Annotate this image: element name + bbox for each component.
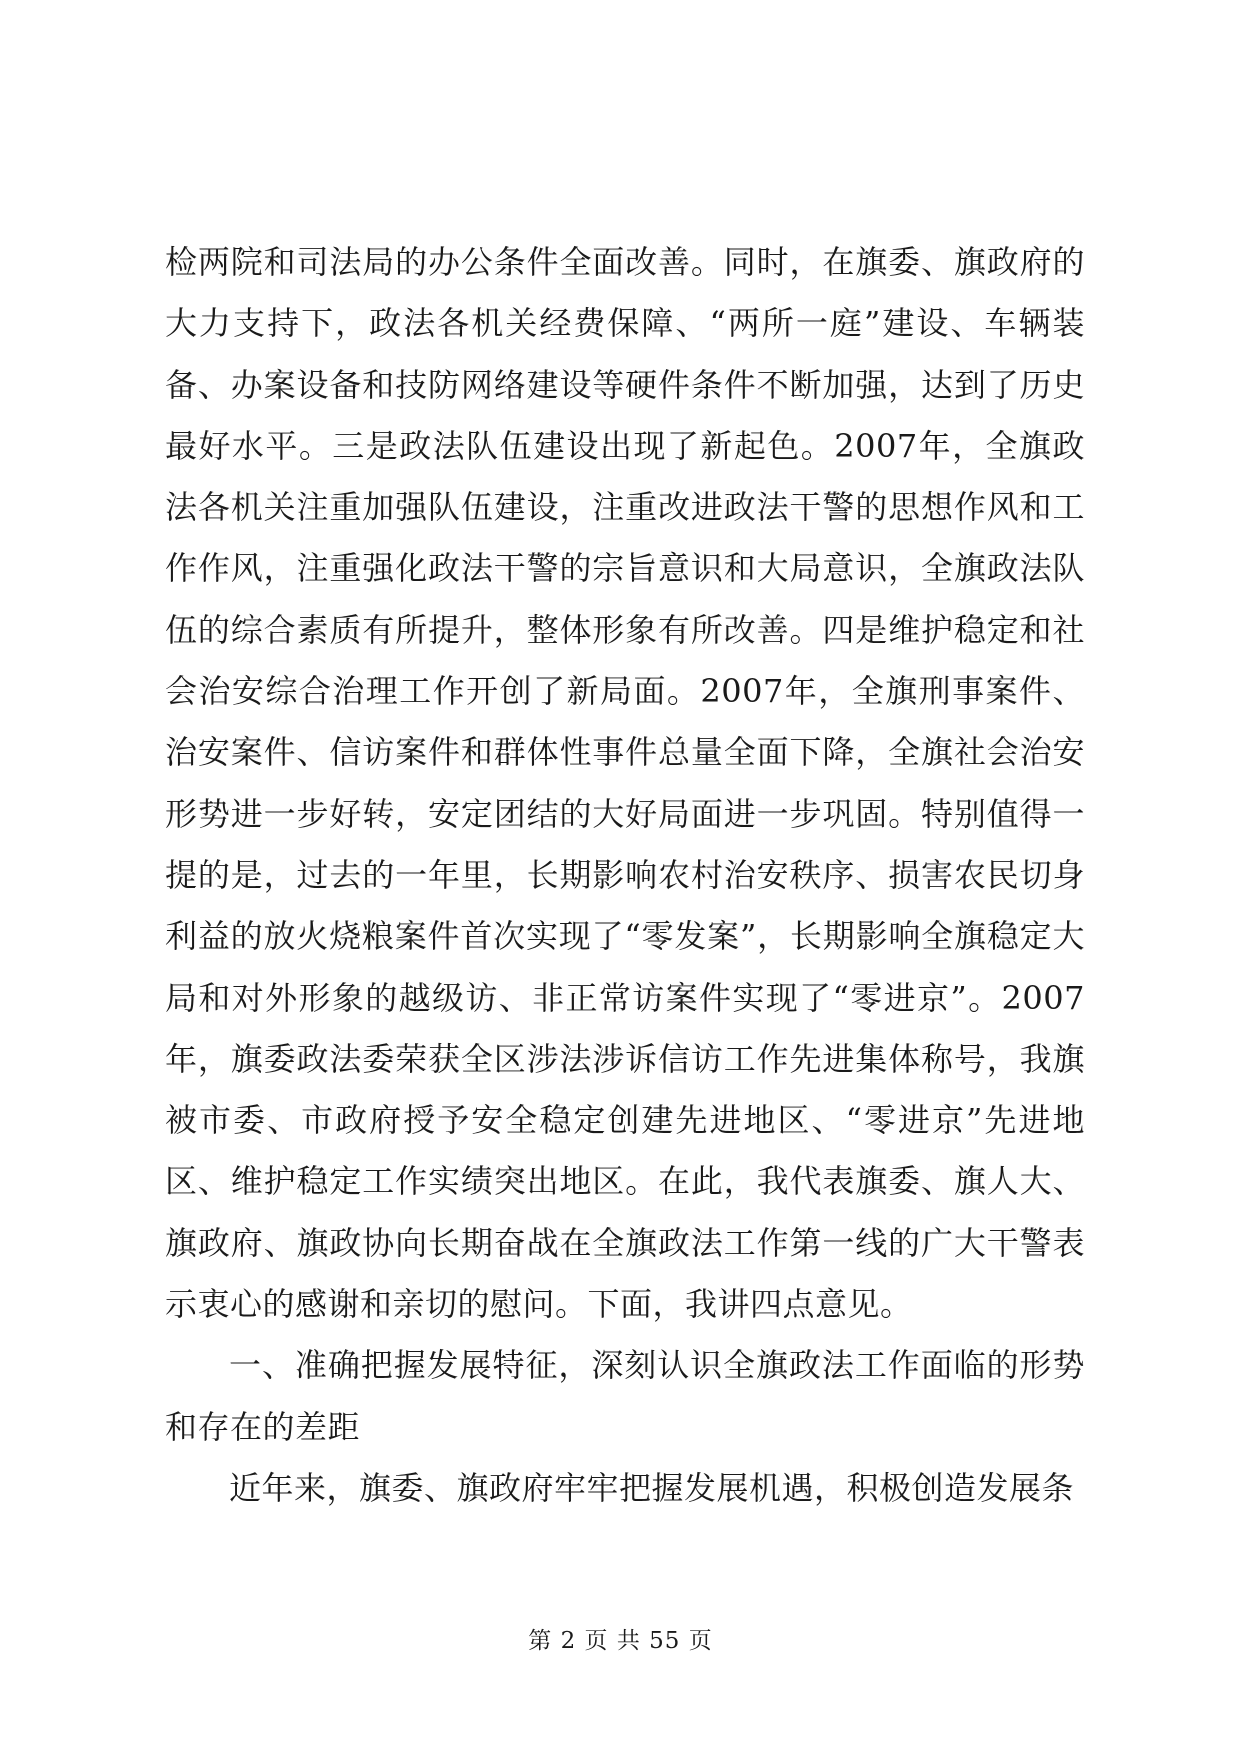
document-body (165, 232, 1085, 1519)
paragraph-recent-years: 近年来，旗委、旗政府牢牢把握发展机遇，积极创造发展条 (229, 1468, 1075, 1507)
paragraph-continued: 检两院和司法局的办公条件全面改善。同时，在旗委、旗政府的大力支持下，政法各机关经费保障、“两所一庭”建设、车辆装备、办案设备和技防网络建设等硬件条件不断加强，达到了历史最好水平。三是政法队伍建设出现了新起色。2007年，全旗政法各机关注重加强队伍建设，注重改进政法干警的思想作风和工作作风，注重强化政法干警的宗旨意识和大局意识，全旗政法队伍的综合素质有所提升，整体形象有所改善。四是维护稳定和社会治安综合治理工作开创了新局面。2007年，全旗刑事案件、治安案件、信访案件和群体性事件总量全面下降，全旗社会治安形势进一步好转，安定团结的大好局面进一步巩固。特别值得一提的是，过去的一年里，长期影响农村治安秩序、损害农民切身利益的放火烧粮案件首次实现了“零发案”，长期影响全旗稳定大局和对外形象的越级访、非正常访案件实现了“零进京”。2007年，旗委政法委荣获全区涉法涉诉信访工作先进集体称号，我旗被市委、市政府授予安全稳定创建先进地区、“零进京”先进地区、维护稳定工作实绩突出地区。在此，我代表旗委、旗人大、旗政府、旗政协向长期奋战在全旗政法工作第一线的广大干警表示衷心的感谢和亲切的慰问。下面，我讲四点意见。 (165, 243, 1085, 1324)
page-number-label: 第 2 页 共 55 页 (528, 1628, 713, 1654)
section-heading: 一、准确把握发展特征，深刻认识全旗政法工作面临的形势和存在的差距 (165, 1346, 1085, 1446)
page-footer (0, 1622, 1241, 1655)
